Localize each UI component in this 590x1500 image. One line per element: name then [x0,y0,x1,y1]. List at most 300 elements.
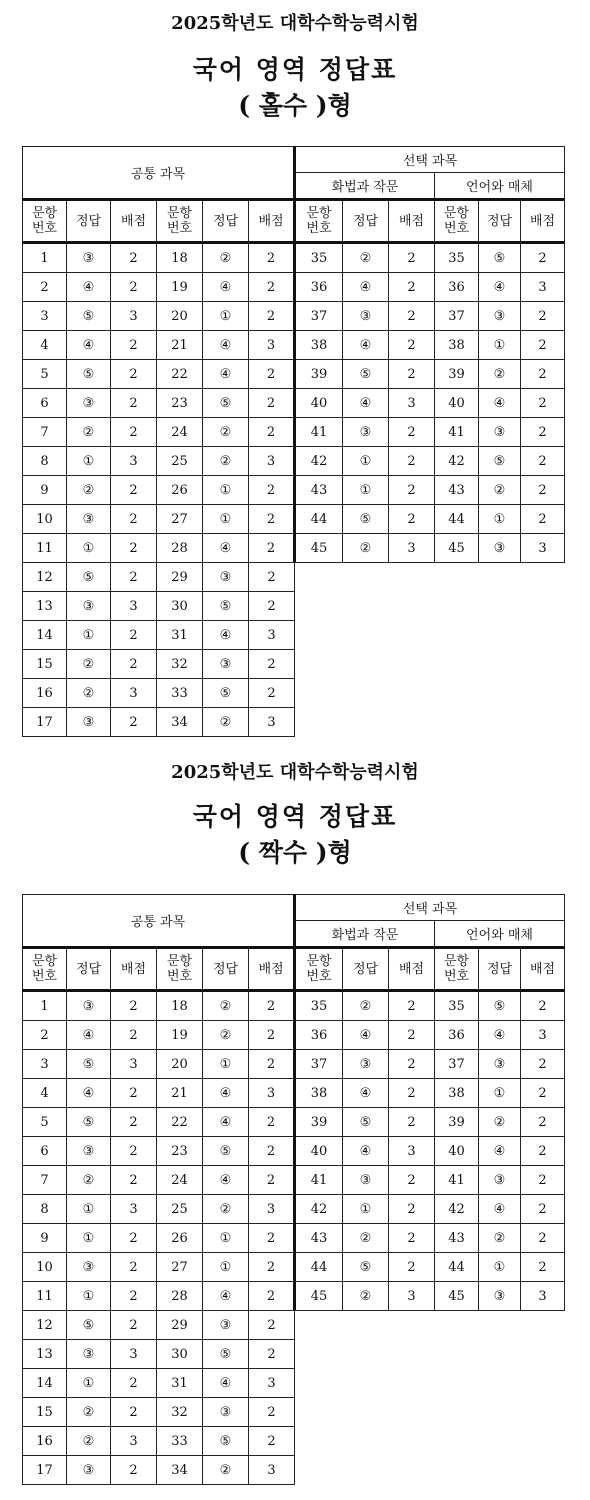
col-header-points: 배점 [521,200,565,243]
answer: ② [203,1021,249,1050]
question-number: 38 [295,1079,343,1108]
table-row [23,621,565,650]
question-number: 35 [295,991,343,1021]
points: 2 [249,1137,295,1166]
subject-title: 국어 영역 정답표 [192,55,398,84]
points: 2 [521,505,565,534]
empty-area [295,1427,565,1456]
points: 2 [389,1253,435,1282]
answer: ② [67,650,111,679]
answer: ③ [203,563,249,592]
answer: ② [67,679,111,708]
question-number: 37 [435,302,479,331]
points: 2 [389,418,435,447]
points: 2 [521,1253,565,1282]
question-number: 40 [295,1137,343,1166]
points: 2 [389,1224,435,1253]
col-header-answer: 정답 [479,948,521,991]
points: 2 [249,360,295,389]
answer-table-even [22,894,565,1485]
answer: ① [203,302,249,331]
points: 2 [521,1137,565,1166]
answer: ② [67,1398,111,1427]
points: 2 [389,476,435,505]
question-number: 22 [157,360,203,389]
answer: ④ [343,273,389,302]
col-header-number: 문항번호 [157,948,203,991]
table-row [23,447,565,476]
points: 2 [111,1166,157,1195]
table-row [23,302,565,331]
answer: ③ [343,302,389,331]
question-number: 6 [23,1137,67,1166]
question-number: 44 [295,505,343,534]
question-number: 42 [435,447,479,476]
question-number: 36 [295,273,343,302]
question-number: 5 [23,1108,67,1137]
answer: ② [203,708,249,737]
answer: ③ [67,1253,111,1282]
points: 3 [111,1050,157,1079]
question-number: 33 [157,679,203,708]
question-number: 11 [23,534,67,563]
points: 2 [389,1166,435,1195]
points: 2 [521,447,565,476]
question-number: 43 [435,1224,479,1253]
answer: ① [343,1195,389,1224]
question-number: 44 [435,505,479,534]
question-number: 39 [295,360,343,389]
answer: ③ [203,1311,249,1340]
table-row [23,679,565,708]
question-number: 32 [157,1398,203,1427]
col-header-answer: 정답 [203,948,249,991]
question-number: 32 [157,650,203,679]
col-header-answer: 정답 [343,200,389,243]
points: 2 [521,360,565,389]
question-number: 20 [157,1050,203,1079]
answer: ② [343,534,389,563]
elective-b-header: 언어와 매체 [435,921,565,948]
answer: ④ [479,1021,521,1050]
empty-area [295,708,565,737]
answer: ④ [203,273,249,302]
points: 2 [111,621,157,650]
question-number: 10 [23,1253,67,1282]
points: 3 [111,1340,157,1369]
answer: ④ [479,1195,521,1224]
points: 2 [389,360,435,389]
points: 2 [249,389,295,418]
question-number: 9 [23,476,67,505]
points: 2 [249,1398,295,1427]
points: 2 [521,1195,565,1224]
answer: ④ [343,1079,389,1108]
answer: ① [203,476,249,505]
empty-area [295,1398,565,1427]
points: 2 [249,650,295,679]
question-number: 14 [23,621,67,650]
answer: ④ [479,1137,521,1166]
points: 2 [389,991,435,1021]
table-row [23,389,565,418]
question-number: 3 [23,302,67,331]
question-number: 22 [157,1108,203,1137]
answer: ② [67,476,111,505]
answer: ④ [203,621,249,650]
empty-area [295,1456,565,1485]
points: 2 [249,1050,295,1079]
table-row [23,1398,565,1427]
table-row [23,360,565,389]
question-number: 35 [295,243,343,273]
question-number: 38 [435,1079,479,1108]
question-number: 35 [435,991,479,1021]
points: 3 [111,1195,157,1224]
points: 2 [111,505,157,534]
question-number: 41 [295,1166,343,1195]
empty-area [295,1369,565,1398]
points: 2 [249,476,295,505]
answer: ④ [343,1021,389,1050]
question-number: 20 [157,302,203,331]
points: 3 [249,331,295,360]
question-number: 43 [435,476,479,505]
points: 2 [111,1282,157,1311]
table-row [23,563,565,592]
question-number: 18 [157,991,203,1021]
question-number: 41 [295,418,343,447]
question-number: 45 [435,1282,479,1311]
points: 2 [389,505,435,534]
table-row [23,1253,565,1282]
answer: ⑤ [67,1050,111,1079]
answer: ④ [203,1282,249,1311]
question-number: 39 [435,360,479,389]
question-number: 43 [295,1224,343,1253]
points: 2 [249,1253,295,1282]
empty-area [295,563,565,592]
answer: ④ [203,1108,249,1137]
question-number: 15 [23,650,67,679]
answer: ② [203,447,249,476]
elective-b-header: 언어와 매체 [435,173,565,200]
points: 2 [111,563,157,592]
answer: ① [203,505,249,534]
points: 2 [249,273,295,302]
question-number: 18 [157,243,203,273]
answer: ③ [67,243,111,273]
answer: ⑤ [203,592,249,621]
points: 2 [111,476,157,505]
points: 2 [389,243,435,273]
points: 2 [389,273,435,302]
points: 2 [111,1137,157,1166]
question-number: 43 [295,476,343,505]
answer: ⑤ [479,243,521,273]
answer: ③ [479,1166,521,1195]
table-row [23,1166,565,1195]
col-header-points: 배점 [249,200,295,243]
points: 2 [111,1253,157,1282]
table-row [23,1456,565,1485]
answer: ⑤ [67,1108,111,1137]
table-row [23,1108,565,1137]
col-header-number: 문항번호 [435,200,479,243]
empty-area [295,621,565,650]
points: 3 [389,1282,435,1311]
question-number: 16 [23,1427,67,1456]
question-number: 4 [23,1079,67,1108]
points: 2 [111,1398,157,1427]
question-number: 19 [157,273,203,302]
type-label: ( 홀수 )형 [238,91,352,120]
table-row [23,1427,565,1456]
answer: ① [479,505,521,534]
points: 2 [521,389,565,418]
answer: ③ [479,1282,521,1311]
answer: ③ [479,1050,521,1079]
points: 3 [249,1195,295,1224]
answer: ② [479,476,521,505]
points: 2 [521,1050,565,1079]
answer: ② [343,243,389,273]
question-number: 34 [157,708,203,737]
answer: ⑤ [343,1108,389,1137]
answer: ② [203,1195,249,1224]
points: 2 [111,1108,157,1137]
points: 3 [521,1021,565,1050]
question-number: 31 [157,1369,203,1398]
question-number: 2 [23,273,67,302]
question-number: 16 [23,679,67,708]
points: 2 [111,708,157,737]
question-number: 36 [435,273,479,302]
points: 3 [111,679,157,708]
question-number: 12 [23,1311,67,1340]
answer: ⑤ [343,505,389,534]
answer: ④ [203,1166,249,1195]
question-number: 38 [295,331,343,360]
points: 2 [389,1195,435,1224]
points: 3 [389,389,435,418]
question-number: 42 [435,1195,479,1224]
answer: ③ [203,1398,249,1427]
answer: ① [343,447,389,476]
points: 2 [111,991,157,1021]
question-number: 42 [295,1195,343,1224]
table-row [23,534,565,563]
question-number: 10 [23,505,67,534]
table-row [23,592,565,621]
question-number: 14 [23,1369,67,1398]
answer: ⑤ [67,1311,111,1340]
points: 2 [389,302,435,331]
answer: ③ [343,1166,389,1195]
question-number: 40 [435,389,479,418]
points: 2 [389,331,435,360]
answer: ④ [67,1021,111,1050]
table-row [23,1195,565,1224]
empty-area [295,679,565,708]
answer: ② [479,360,521,389]
answer: ④ [343,389,389,418]
points: 2 [389,1079,435,1108]
answer: ③ [67,708,111,737]
points: 2 [249,1021,295,1050]
question-number: 33 [157,1427,203,1456]
points: 2 [111,243,157,273]
answer: ① [343,476,389,505]
points: 2 [249,592,295,621]
question-number: 37 [295,1050,343,1079]
points: 3 [111,447,157,476]
answer: ③ [343,1050,389,1079]
points: 3 [249,708,295,737]
question-number: 45 [295,534,343,563]
answer: ⑤ [203,1427,249,1456]
question-number: 13 [23,1340,67,1369]
table-row [23,1340,565,1369]
question-number: 36 [435,1021,479,1050]
question-number: 44 [435,1253,479,1282]
points: 2 [111,1021,157,1050]
answer: ④ [203,360,249,389]
answer: ③ [343,418,389,447]
points: 2 [249,534,295,563]
col-header-number: 문항번호 [435,948,479,991]
answer: ③ [67,592,111,621]
points: 2 [521,991,565,1021]
answer: ① [479,1253,521,1282]
points: 2 [111,1456,157,1485]
table-row [23,991,565,1021]
question-number: 19 [157,1021,203,1050]
question-number: 23 [157,1137,203,1166]
answer: ③ [203,650,249,679]
col-header-answer: 정답 [479,200,521,243]
answer: ④ [343,1137,389,1166]
question-number: 30 [157,592,203,621]
question-number: 17 [23,1456,67,1485]
answer: ⑤ [479,991,521,1021]
question-number: 17 [23,708,67,737]
points: 2 [389,1050,435,1079]
points: 3 [249,447,295,476]
col-header-points: 배점 [111,200,157,243]
points: 2 [521,331,565,360]
points: 2 [389,1021,435,1050]
question-number: 45 [435,534,479,563]
points: 3 [521,1282,565,1311]
question-number: 41 [435,1166,479,1195]
question-number: 39 [435,1108,479,1137]
answer: ③ [67,389,111,418]
question-number: 28 [157,534,203,563]
answer: ④ [203,1369,249,1398]
answer: ② [203,1456,249,1485]
question-number: 3 [23,1050,67,1079]
points: 2 [389,447,435,476]
group-elective-header: 선택 과목 [295,147,565,173]
answer: ④ [479,273,521,302]
col-header-answer: 정답 [67,948,111,991]
question-number: 9 [23,1224,67,1253]
points: 2 [249,243,295,273]
answer: ① [67,1195,111,1224]
table-row [23,1369,565,1398]
question-number: 37 [295,302,343,331]
answer: ② [67,418,111,447]
question-number: 26 [157,476,203,505]
col-header-points: 배점 [521,948,565,991]
answer: ② [67,1166,111,1195]
answer: ① [203,1224,249,1253]
answer: ② [203,991,249,1021]
answer: ⑤ [203,1340,249,1369]
question-number: 25 [157,1195,203,1224]
question-number: 11 [23,1282,67,1311]
question-number: 44 [295,1253,343,1282]
col-header-answer: 정답 [343,948,389,991]
question-number: 7 [23,418,67,447]
question-number: 45 [295,1282,343,1311]
answer: ② [203,418,249,447]
exam-title: 2025학년도 대학수학능력시험 [171,13,419,34]
col-header-number: 문항번호 [23,948,67,991]
table-row [23,1282,565,1311]
question-number: 29 [157,1311,203,1340]
question-number: 29 [157,563,203,592]
col-header-number: 문항번호 [295,948,343,991]
table-row [23,1137,565,1166]
answer: ⑤ [203,1137,249,1166]
points: 3 [389,1137,435,1166]
answer: ③ [479,418,521,447]
points: 3 [521,273,565,302]
answer: ② [479,1108,521,1137]
points: 2 [249,563,295,592]
group-common-header: 공통 과목 [23,895,295,948]
answer: ④ [67,331,111,360]
points: 2 [111,360,157,389]
question-number: 1 [23,991,67,1021]
answer: ① [67,1282,111,1311]
question-number: 21 [157,1079,203,1108]
answer: ⑤ [479,447,521,476]
points: 2 [249,1224,295,1253]
exam-title: 2025학년도 대학수학능력시험 [171,762,419,783]
table-row [23,1224,565,1253]
answer: ④ [67,273,111,302]
points: 2 [521,1108,565,1137]
question-number: 1 [23,243,67,273]
points: 2 [111,331,157,360]
points: 3 [389,534,435,563]
question-number: 23 [157,389,203,418]
points: 2 [521,1079,565,1108]
question-number: 25 [157,447,203,476]
answer: ① [203,1253,249,1282]
answer: ① [203,1050,249,1079]
question-number: 5 [23,360,67,389]
answer: ① [479,331,521,360]
table-row [23,331,565,360]
points: 3 [111,592,157,621]
question-number: 40 [295,389,343,418]
col-header-answer: 정답 [67,200,111,243]
answer: ④ [203,534,249,563]
